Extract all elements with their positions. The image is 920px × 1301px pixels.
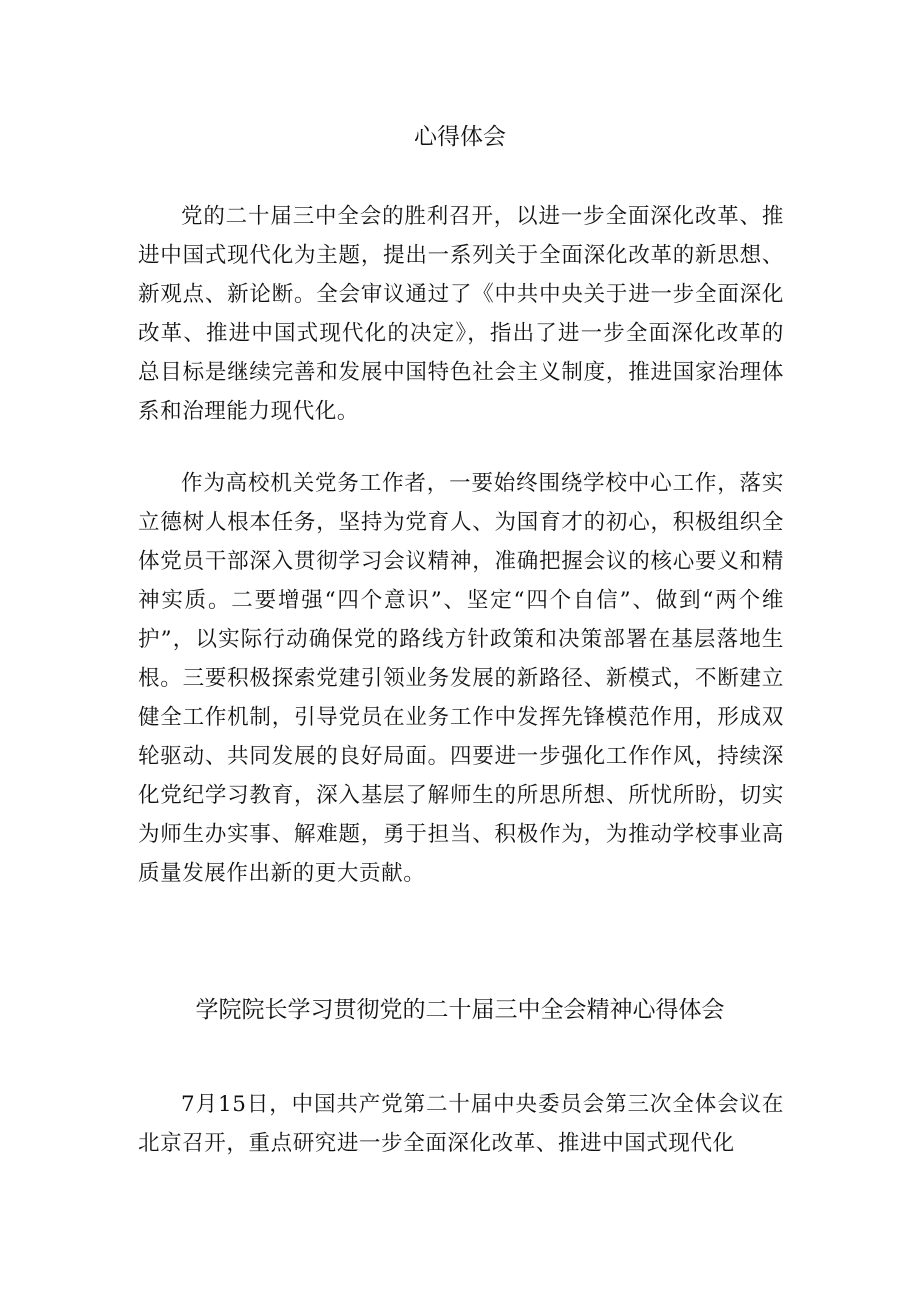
body-paragraph-1: 党的二十届三中全会的胜利召开，以进一步全面深化改革、推进中国式现代化为主题，提出一系列关于全面深化改革的新思想、新观点、新论断。全会审议通过了《中共中央关于进一步全面深化改革、推进中国式现代化的决定》，指出了进一步全面深化改革的总目标是继续完善和发展中国特色社会主义制度，推进国家治理体系和治理能力现代化。 (138, 204, 784, 424)
section-paragraph-1: 7月15日，中国共产党第二十届中央委员会第三次全体会议在北京召开，重点研究进一步全面深化改革、推进中国式现代化 (138, 1092, 784, 1156)
section-title: 学院院长学习贯彻党的二十届三中全会精神心得体会 (195, 997, 725, 1023)
body-paragraph-2: 作为高校机关党务工作者，一要始终围绕学校中心工作，落实立德树人根本任务，坚持为党育人、为国育才的初心，积极组织全体党员干部深入贯彻学习会议精神，准确把握会议的核心要义和精神实质。二要增强“四个意识”、坚定“四个自信”、做到“两个维护”，以实际行动确保党的路线方针政策和决策部署在基层落地生根。三要积极探索党建引领业务发展的新路径、新模式，不断建立健全工作机制，引导党员在业务工作中发挥先锋模范作用，形成双轮驱动、共同发展的良好局面。四要进一步强化工作作风，持续深化党纪学习教育，深入基层了解师生的所思所想、所忧所盼，切实为师生办实事、解难题，勇于担当、积极作为，为推动学校事业高质量发展作出新的更大贡献。 (138, 471, 784, 886)
document-title: 心得体会 (414, 124, 506, 150)
